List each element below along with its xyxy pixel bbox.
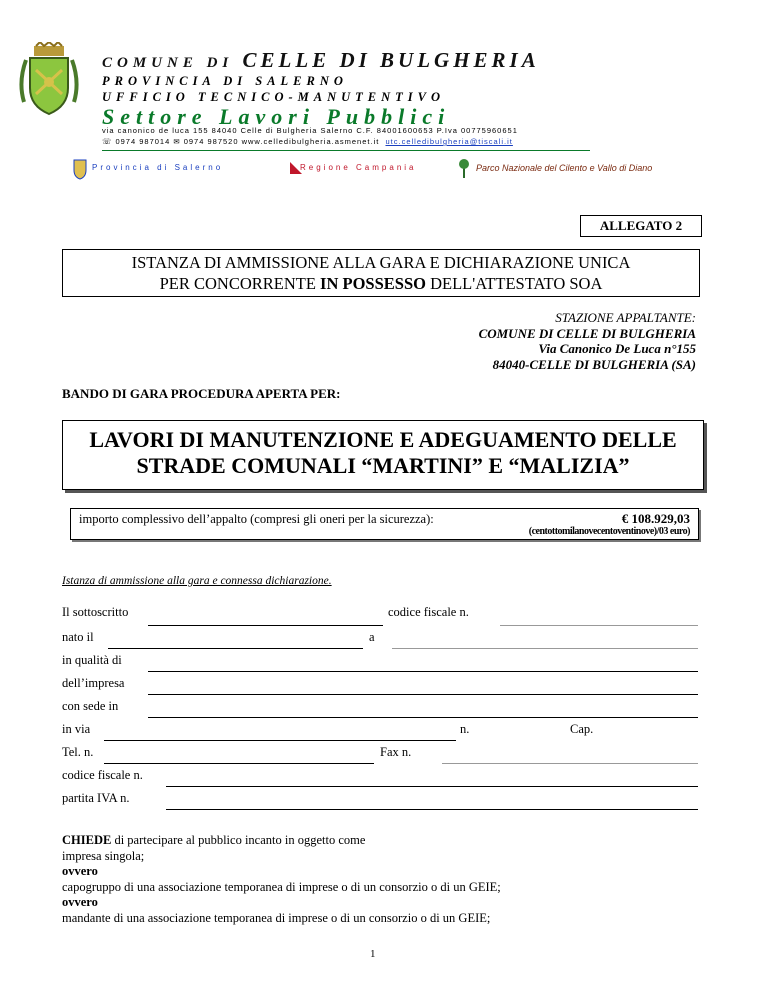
label-codice-fiscale-impresa: codice fiscale n. bbox=[62, 768, 143, 782]
label-qualita: in qualità di bbox=[62, 653, 122, 667]
label-impresa: dell’impresa bbox=[62, 676, 125, 690]
bando-heading: BANDO DI GARA PROCEDURA APERTA PER: bbox=[62, 386, 341, 401]
field-via[interactable] bbox=[104, 740, 456, 741]
chiede-label: CHIEDE bbox=[62, 833, 112, 847]
field-sottoscritto[interactable] bbox=[148, 625, 383, 626]
importo-box bbox=[70, 508, 699, 540]
field-nato-il[interactable] bbox=[108, 648, 363, 649]
importo-label: importo complessivo dell’appalto (compresi gli oneri per la sicurezza): bbox=[79, 512, 434, 526]
istanza-title-line2: PER CONCORRENTE IN POSSESSO DELL'ATTESTATO SOA bbox=[159, 274, 603, 293]
label-numero: n. bbox=[460, 722, 470, 736]
provincia-line: PROVINCIA DI SALERNO bbox=[102, 74, 348, 88]
option-impresa-singola: impresa singola; bbox=[62, 848, 145, 863]
allegato-label: ALLEGATO 2 bbox=[580, 215, 702, 237]
page-number: 1 bbox=[370, 948, 376, 960]
label-cap: Cap. bbox=[570, 722, 594, 736]
field-qualita[interactable] bbox=[148, 671, 698, 672]
label-sottoscritto: Il sottoscritto bbox=[62, 605, 129, 619]
label-partita-iva: partita IVA n. bbox=[62, 791, 130, 805]
lavori-title-box: LAVORI DI MANUTENZIONE E ADEGUAMENTO DELLE STRADE COMUNALI “MARTINI” E “MALIZIA” bbox=[62, 420, 704, 490]
stazione-appaltante: STAZIONE APPALTANTE: COMUNE DI CELLE DI BULGHERIA Via Canonico De Luca n°155 84040-CELLE DI BULGHERIA (SA) bbox=[478, 310, 696, 372]
label-codice-fiscale: codice fiscale n. bbox=[388, 605, 469, 619]
ufficio-line: UFFICIO TECNICO-MANUTENTIVO bbox=[102, 90, 446, 104]
field-cap[interactable] bbox=[607, 717, 698, 718]
istanza-title-box bbox=[62, 249, 700, 297]
label-sede: con sede in bbox=[62, 699, 119, 713]
istanza-subtitle: Istanza di ammissione alla gara e connessa dichiarazione. bbox=[62, 575, 332, 587]
label-tel: Tel. n. bbox=[62, 745, 94, 759]
label-nato-il: nato il bbox=[62, 630, 94, 644]
field-numero[interactable] bbox=[497, 717, 567, 718]
field-luogo-nascita[interactable] bbox=[392, 648, 698, 649]
istanza-title-line1: ISTANZA DI AMMISSIONE ALLA GARA E DICHIARAZIONE UNICA bbox=[131, 253, 631, 272]
label-via: in via bbox=[62, 722, 91, 736]
option-capogruppo: capogruppo di una associazione temporanea di imprese o di un consorzio o di un GEIE; bbox=[62, 879, 501, 894]
email-link[interactable]: utc.celledibulgheria@tiscali.it bbox=[385, 137, 513, 146]
chiede-section: CHIEDE di partecipare al pubblico incanto in oggetto come impresa singola; ovvero capogruppo di una associazione temporanea di imprese o di un consorzio o di un GEIE; ovvero mandante di una associazione temporanea di imprese o di un consorzio o di un GEIE; bbox=[62, 833, 501, 925]
provincia-crest-icon bbox=[72, 158, 88, 180]
comune-title: COMUNE DI CELLE DI BULGHERIA bbox=[102, 48, 540, 72]
contact-line: ☏ 0974 987014 ✉ 0974 987520 www.celledibulgheria.asmenet.it utc.celledibulgheria@tiscali.it bbox=[102, 137, 513, 146]
importo-value: € 108.929,03 bbox=[621, 511, 690, 526]
header-divider bbox=[102, 150, 590, 151]
address-line: via canonico de luca 155 84040 Celle di Bulgheria Salerno C.F. 84001600653 P.Iva 00775960651 bbox=[102, 126, 518, 135]
field-partita-iva[interactable] bbox=[166, 809, 698, 810]
settore-line: Settore Lavori Pubblici bbox=[102, 104, 451, 129]
option-mandante: mandante di una associazione temporanea di imprese o di un consorzio o di un GEIE; bbox=[62, 910, 491, 925]
field-impresa[interactable] bbox=[148, 694, 698, 695]
importo-words: (centottomilanovecentoventinove)/03 euro) bbox=[528, 526, 690, 537]
parco-logo-icon bbox=[454, 158, 474, 180]
label-fax: Fax n. bbox=[380, 745, 412, 759]
field-fax[interactable] bbox=[442, 763, 698, 764]
field-codice-fiscale-impresa[interactable] bbox=[166, 786, 698, 787]
parco-logo-text: Parco Nazionale del Cilento e Vallo di Diano bbox=[476, 163, 653, 173]
regione-logo-text: Regione Campania bbox=[300, 163, 417, 172]
field-codice-fiscale[interactable] bbox=[500, 625, 698, 626]
comune-crest-icon bbox=[16, 42, 82, 122]
field-tel[interactable] bbox=[104, 763, 374, 764]
label-a: a bbox=[369, 630, 375, 644]
provincia-logo-text: Provincia di Salerno bbox=[92, 163, 224, 172]
